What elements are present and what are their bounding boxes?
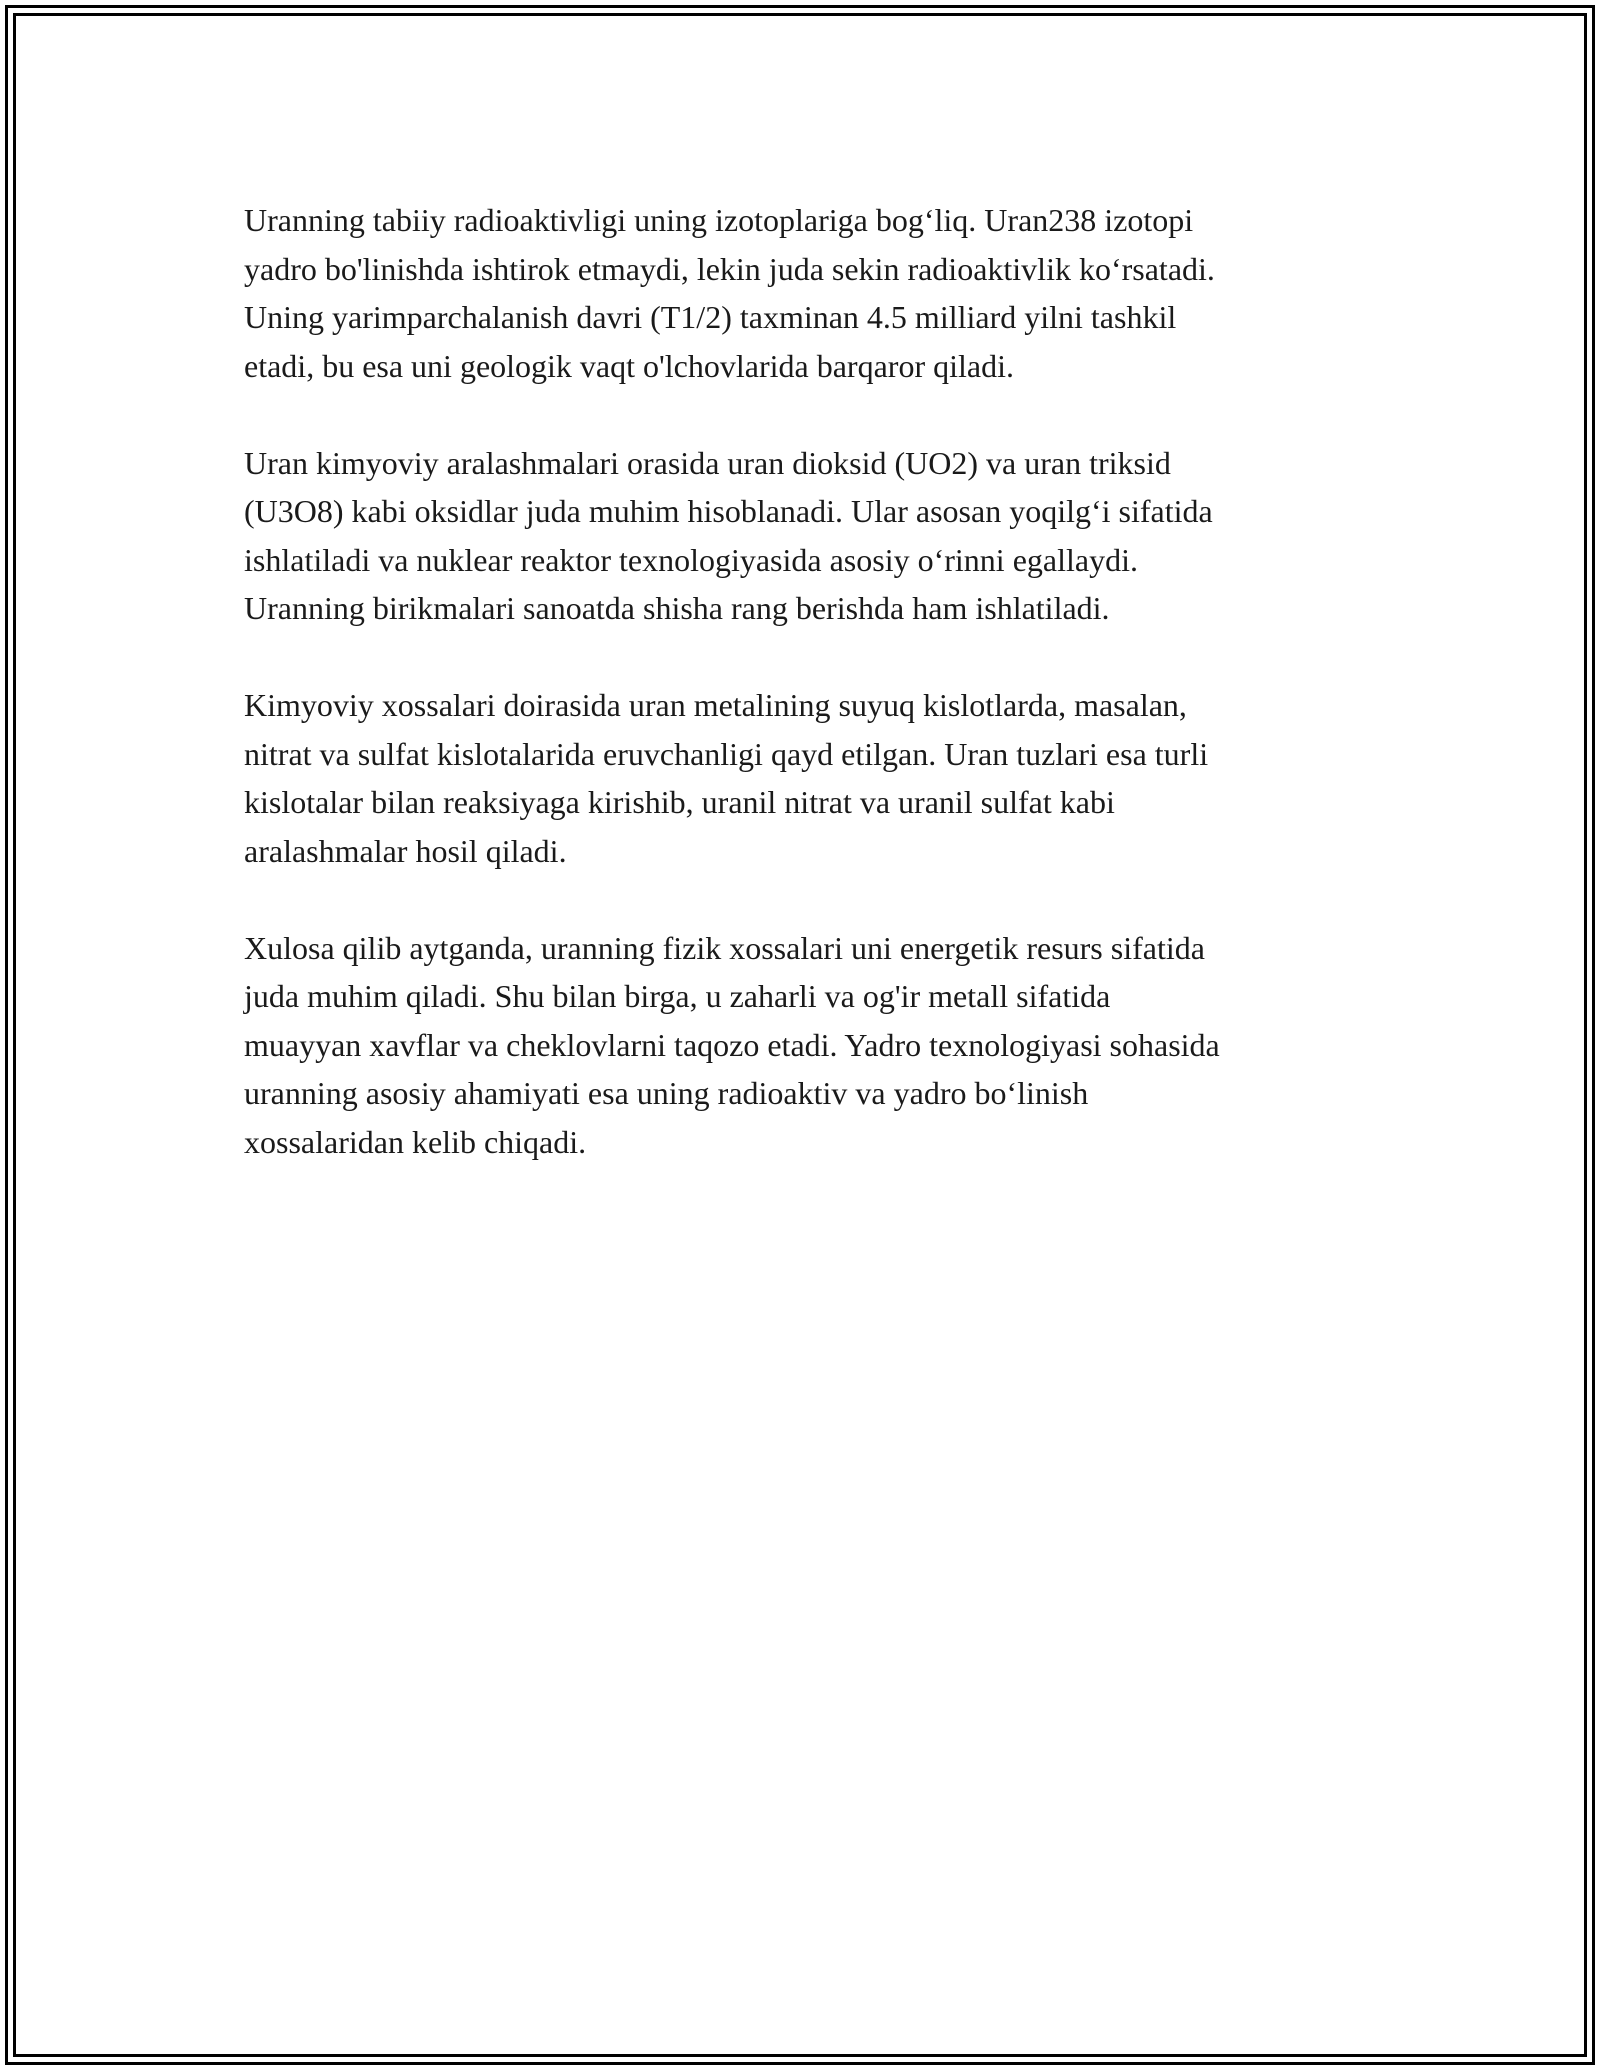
paragraph-radioactivity: Uranning tabiiy radioaktivligi uning izotoplariga bog‘liq. Uran238 izotopi yadro bo'linishda ishtirok etmaydi, lekin juda sekin radioaktivlik ko‘rsatadi. Uning yarimparchalanish davri (T1/2) taxminan 4.5 milliard yilni tashkil etadi, bu esa uni geologik vaqt o'lchovlarida barqaror qiladi. — [244, 202, 1215, 384]
paragraph-conclusion: Xulosa qilib aytganda, uranning fizik xossalari uni energetik resurs sifatida juda muhim qiladi. Shu bilan birga, u zaharli va og'ir metall sifatida muayyan xavflar va cheklovlarni taqozo etadi. Yadro texnologiyasi sohasida uranning asosiy ahamiyati esa uning radioaktiv va yadro bo‘linish xossalaridan kelib chiqadi. — [244, 929, 1220, 1160]
document-body — [244, 196, 1394, 1215]
paragraph-compounds: Uran kimyoviy aralashmalari orasida uran dioksid (UO2) va uran triksid (U3O8) kabi oksidlar juda muhim hisoblanadi. Ular asosan yoqilg‘i sifatida ishlatiladi va nuklear reaktor texnologiyasida asosiy o‘rinni egallaydi. Uranning birikmalari sanoatda shisha rang berishda ham ishlatiladi. — [244, 444, 1213, 626]
paragraph-chemical-properties: Kimyoviy xossalari doirasida uran metalining suyuq kislotlarda, masalan, nitrat va sulfat kislotalarida eruvchanligi qayd etilgan. Uran tuzlari esa turli kislotalar bilan reaksiyaga kirishib, uranil nitrat va uranil sulfat kabi aralashmalar hosil qiladi. — [244, 687, 1209, 869]
page-frame — [5, 5, 1595, 2065]
